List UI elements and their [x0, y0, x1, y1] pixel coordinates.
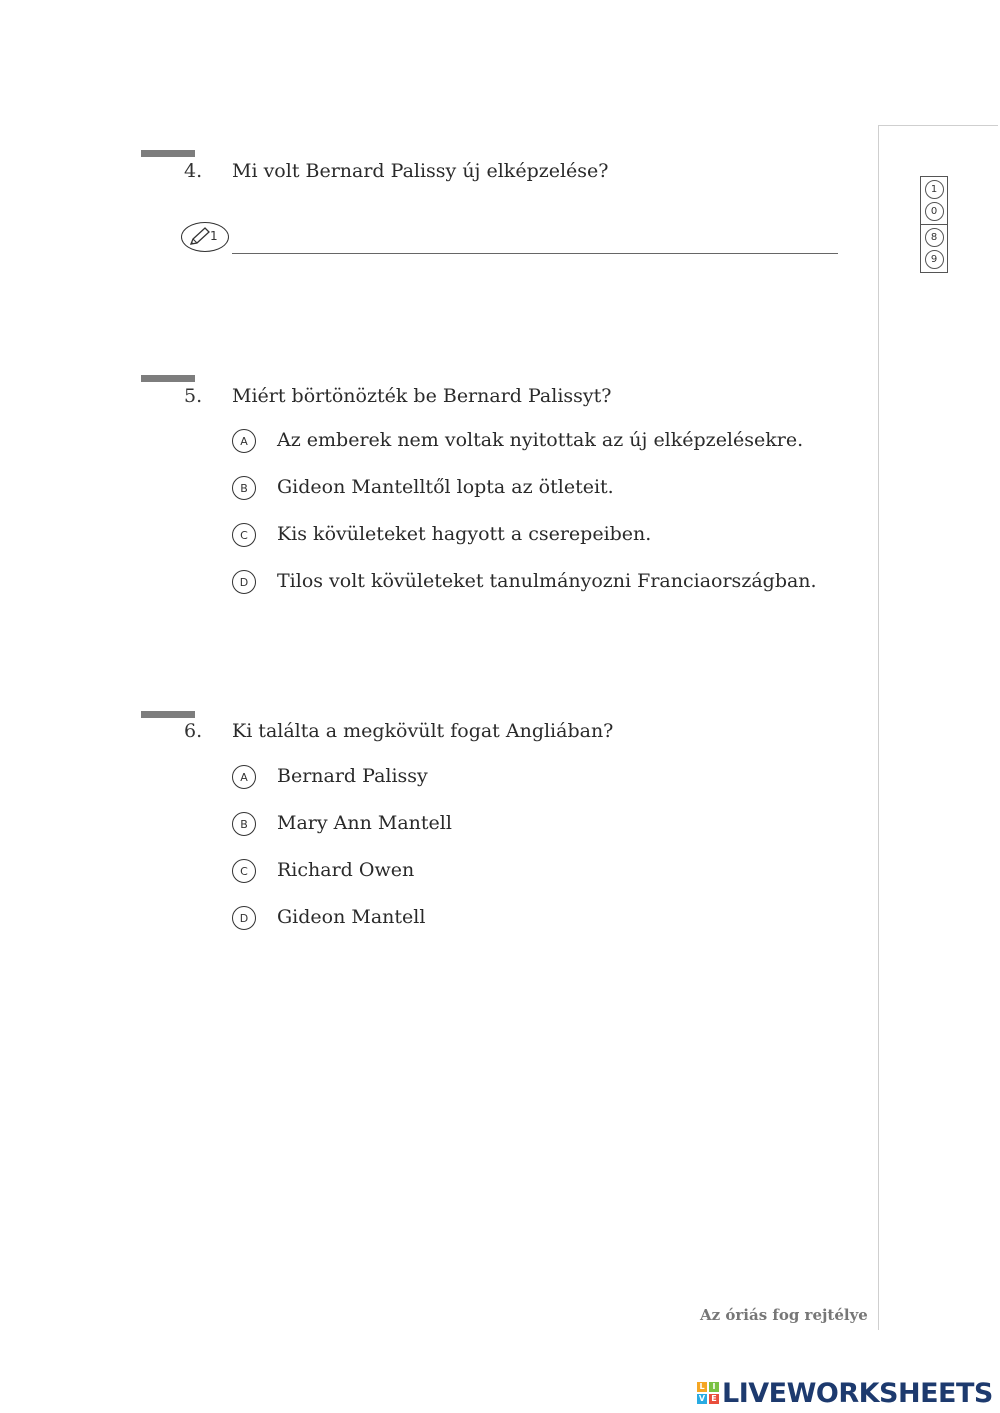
question-marker-bar [141, 711, 195, 718]
option-text: Kis kövületeket hagyott a cserepeiben. [277, 523, 652, 545]
logo-grid-cell: E [709, 1394, 719, 1404]
option-letter-circle[interactable]: A [232, 429, 256, 453]
points-badge [181, 222, 229, 252]
question-number: 6. [184, 720, 203, 742]
option-text: Mary Ann Mantell [277, 812, 452, 834]
question-marker-bar [141, 150, 195, 157]
option-text: Gideon Mantell [277, 906, 426, 928]
option-letter-circle[interactable]: C [232, 523, 256, 547]
points-value: 1 [210, 229, 218, 243]
code-circle: 0 [925, 202, 944, 221]
option-text: Tilos volt kövületeket tanulmányozni Franciaországban. [277, 570, 817, 592]
footer-title: Az óriás fog rejtélye [700, 1306, 868, 1324]
margin-top-rule [878, 125, 998, 126]
margin-vertical-rule [878, 125, 879, 1330]
question-marker-bar [141, 375, 195, 382]
logo-wordmark: LIVEWORKSHEETS [722, 1377, 993, 1409]
question-text: Mi volt Bernard Palissy új elképzelése? [232, 160, 609, 182]
logo-grid-cell: I [709, 1382, 719, 1392]
option-letter-circle[interactable]: C [232, 859, 256, 883]
logo-grid-cell: V [698, 1394, 706, 1403]
code-circle: 8 [925, 228, 944, 247]
option-letter-circle[interactable]: B [232, 476, 256, 500]
code-divider [921, 224, 947, 225]
option-letter-circle[interactable]: D [232, 570, 256, 594]
option-text: Gideon Mantelltől lopta az ötleteit. [277, 476, 614, 498]
option-letter-circle[interactable]: A [232, 765, 256, 789]
option-text: Az emberek nem voltak nyitottak az új elképzelésekre. [277, 429, 804, 451]
liveworksheets-logo[interactable] [697, 1378, 993, 1408]
question-number: 4. [184, 160, 203, 182]
option-text: Bernard Palissy [277, 765, 428, 787]
option-letter-circle[interactable]: B [232, 812, 256, 836]
pencil-icon [188, 226, 212, 248]
question-text: Ki találta a megkövült fogat Angliában? [232, 720, 614, 742]
answer-input-line[interactable] [232, 253, 838, 254]
code-circle: 9 [925, 250, 944, 269]
option-letter-circle[interactable]: D [232, 906, 256, 930]
scoring-code-box [920, 176, 948, 273]
code-circle: 1 [925, 180, 944, 199]
option-text: Richard Owen [277, 859, 415, 881]
question-number: 5. [184, 385, 203, 407]
logo-grid-cell: L [697, 1382, 707, 1392]
logo-grid-icon [697, 1382, 719, 1404]
question-text: Miért börtönözték be Bernard Palissyt? [232, 385, 612, 407]
